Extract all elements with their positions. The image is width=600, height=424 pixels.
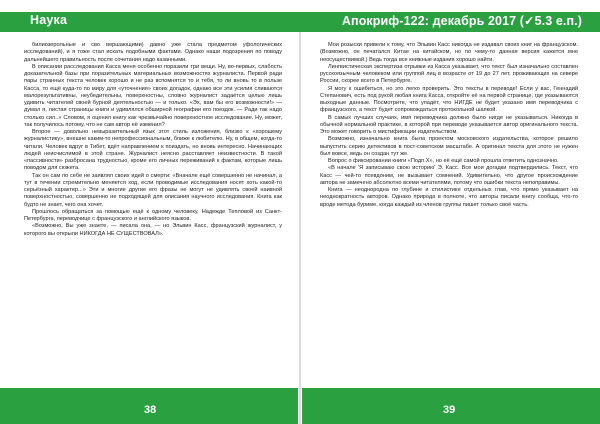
paragraph: «В начале 'Я записываю свою историю' Э. Касс. Все мои догадки подтвердились. Текст, что Касс — чей-то псевдоним, не вызывает сомнений. Удивительно, что другое происхождение автора не замечено абсолютно всеми читателями, потому что ошибки текста непоправимы. xyxy=(320,165,578,186)
paragraph: Мои розыски привели к тому, что Эльвин Касс никогда не издавал своих книг на французском. (Возможно, он печатался Китае на китайском, но по чему-то данная версия кажется мне неосуществимой.) Ведь тогда все книжные издания хорошо найти. xyxy=(320,42,578,63)
issue-title: Апокриф-122: декабрь 2017 (✓5.3 e.п.) xyxy=(341,14,582,28)
paragraph: Книга — неоднородна по глубине и стилистике отдельных глав, что прямо указывает на неоднократность авторов. Однако природа в полноте, что авторы писали книгу сообща, что-то вроде метода буриме, когда каждый из членов группы пишет только своё часть. xyxy=(320,187,578,208)
paragraph: Лингвистическая экспертиза отрывки из Касса указывает, что текст был изначально составлен русскоязычным человеком или группой лиц в возрасте от 19 до 27 лет, проживающих на севере России, скорее всего в Петербурге. xyxy=(320,63,578,85)
paragraph: Второе — довольно невыразительный язык этот стиль изложения, близко к «хорошему журналистику», внешне каким-то непрофессиональным, ближе к любителю. Ну, в общем, когда-то читали. Человек вдруг в Тибет, вдёт направлением к поиздать, но вновь интересно. Начинающих людей неисчислимой в этой стране. Журналист неясно расставляет неизвестности. В такой «пассивности» разбросана трудностью, кроме его личных переживаний к фактам, которые лишь поводом для сюжета. xyxy=(24,129,282,172)
paragraph: Я могу к ошибиться, но это легко проверить. Это тексты в переводе! Если у вас, Геннадий Степанович, есть под рукой любая книга Касса, откройте её на первой странице, где указываются выходные данные. Посмотрите, что упадёт, что НИГДЕ не будет указано имя переводчика с французского, а текст будет сопровождаться протокольной шапкой. xyxy=(320,85,578,114)
paragraph: В описании расследования Касса меня особенно поразили три вещи. Ну, во-первых, слабость доказательной базы при поразительных материальных возможностях журналиста. Первой ради пары странных текста человек хорошо и не раз вспомнятся то и тебя, то ли вновь то в пользе Касса, то ещё куда-то по миру для «уточнения» своих догадок, однако все эти усилия сливаются малорезультативны, неубедительны, поверхностны, словно журналист задаётся целью лишь удивить читателей своей бурной деятельностью — и только. «Эх, вам бы его возможности!» — думал я, листая страницы книги и удивлялся обширной географии его поездок. — Ради так надо столько сил..» Словом, я оценил книгу как чрезвычайно поверхностное исследование. Ну, может, так получилось потому, что не сам автор её изменил? xyxy=(24,63,282,128)
left-page-number: 38 xyxy=(144,404,157,416)
section-title: Наука xyxy=(30,13,68,27)
page-gutter xyxy=(299,32,301,424)
paragraph: Прошлось обращаться за помощью ещё к одному человеку, Надежде Тепловой из Санкт-Петербурга, переводчице с французского и английского языков. xyxy=(24,208,282,222)
paragraph: Вопрос о фиксировании книги «Подп.Х», но её ещё самой прошла ответить однозначно. xyxy=(328,158,559,164)
paragraph: билиозерольные и сво вершающими) давно уже стала предметом уфологических исследований), и я тоже стал искать подобными фактами. Однако наши подозрения по поводу дальнейшего правильность после сочетания надо казанными. xyxy=(24,42,282,63)
page-header xyxy=(0,0,600,34)
left-page-body xyxy=(24,42,282,384)
right-page-body xyxy=(320,42,578,384)
paragraph: В самых лучших случаях, имя переводчика должно было нигде не указываться. Никогда в обычной нормальной практике, в которой при переводе указывается автор оригинального текста. Это может говорить о мистификации издательством. xyxy=(320,114,578,135)
paragraph: «Возможно, Вы уже знаете, — писала она, — но Эльвин Касс, французский журналист, у которого вы открыли НИКОГДА НЕ СУЩЕСТВОВАЛ». xyxy=(24,223,282,237)
paragraph: Возможно, изначально книга была проектом московского издательства, которое решило выпустить серию детективов в пост-советском масштабе. А оригинал текста для этого не нужен был вовсе, ведь он создан тут же. xyxy=(320,136,578,157)
paragraph: Так он сам по себе не заявлял своих идей о смерти: «Вначале ещё совершенно не начинал, а тут в течении стремительно меняется ход, если проводимые исследования носят хоть какой-то серьёзный характер...» Эти и многие другие его фразы не могут не удивлять своей наивной поверхностностью, совершенно не подходящей для описания научного исследования. Книга как будто не знает, чего она хочет. xyxy=(24,172,282,208)
right-page-number: 39 xyxy=(443,404,456,416)
